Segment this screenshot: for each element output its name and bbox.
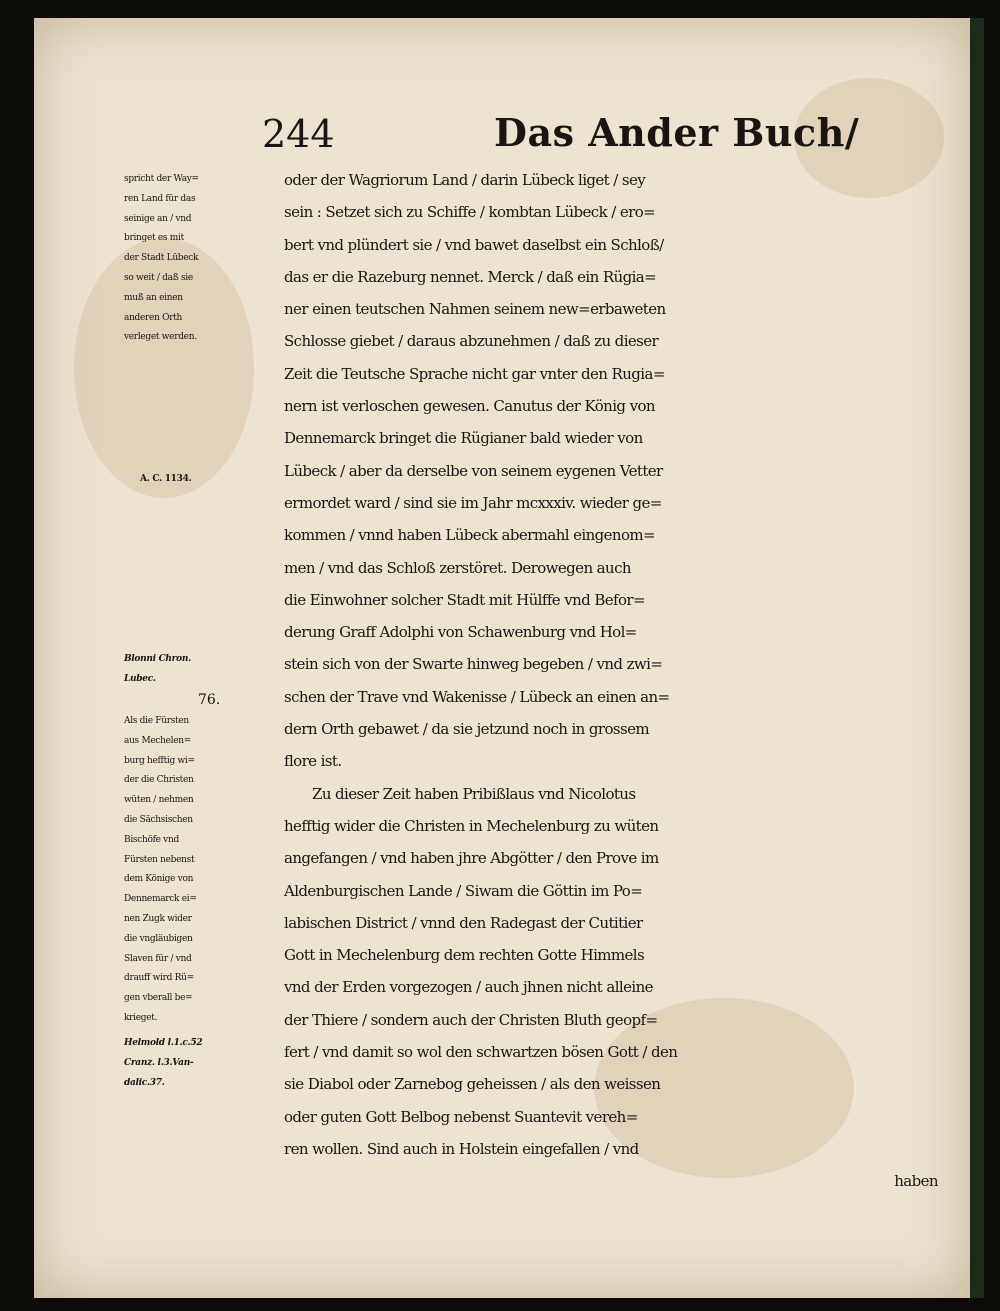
margin-note-line: Bischöfe vnd bbox=[124, 834, 179, 845]
text-line: dern Orth gebawet / da sie jetzund noch in grossem bbox=[284, 720, 650, 739]
text-line: Zu dieser Zeit haben Pribißlaus vnd Nicolotus bbox=[312, 784, 636, 803]
running-head: Das Ander Buch/ bbox=[494, 110, 860, 155]
margin-note-line: die Sächsischen bbox=[124, 814, 193, 825]
margin-citation-page bbox=[124, 690, 284, 710]
text-line: der Thiere / sondern auch der Christen Bluth geopf= bbox=[284, 1010, 658, 1029]
text-line: das er die Razeburg nennet. Merck / daß ein Rügia= bbox=[284, 267, 657, 286]
citation-line: Cranz. l.3.Van- bbox=[124, 1057, 194, 1068]
margin-note-line: gen vberall be= bbox=[124, 993, 193, 1004]
text-line: bert vnd plündert sie / vnd bawet daselbst ein Schloß/ bbox=[284, 235, 664, 254]
text-line: Lübeck / aber da derselbe von seinem eygenen Vetter bbox=[284, 461, 663, 480]
margin-note-line: Dennemarck ei= bbox=[124, 894, 197, 905]
citation-line: Helmold l.1.c.52 bbox=[124, 1038, 203, 1048]
margin-anno-year bbox=[140, 470, 300, 490]
text-line: Zeit die Teutsche Sprache nicht gar vnter den Rugia= bbox=[284, 364, 665, 383]
text-line: flore ist. bbox=[284, 752, 342, 771]
page-number: 244 bbox=[262, 112, 335, 156]
text-line: sie Diabol oder Zarnebog geheissen / als den weissen bbox=[284, 1075, 661, 1094]
margin-citation-2 bbox=[124, 1034, 284, 1093]
text-line: angefangen / vnd haben jhre Abgötter / den Prove im bbox=[284, 849, 659, 868]
text-line: stein sich von der Swarte hinweg begeben / vnd zwi= bbox=[284, 655, 663, 674]
margin-note-line: muß an einen bbox=[124, 292, 183, 303]
text-line: schen der Trave vnd Wakenisse / Lübeck an einen an= bbox=[284, 687, 670, 706]
citation-line: Blonni Chron. bbox=[124, 654, 191, 664]
margin-note-line: seinige an / vnd bbox=[124, 213, 192, 224]
margin-note-line: verleget werden. bbox=[124, 332, 197, 343]
margin-note-line: Slaven für / vnd bbox=[124, 953, 192, 964]
text-line: hefftig wider die Christen in Mechelenburg zu wüten bbox=[284, 816, 659, 835]
text-line: fert / vnd damit so wol den schwartzen bösen Gott / den bbox=[284, 1043, 678, 1062]
text-line: derung Graff Adolphi von Schawenburg vnd Hol= bbox=[284, 623, 637, 642]
text-line: ner einen teutschen Nahmen seinem new=erbaweten bbox=[284, 300, 666, 319]
book-cover-edge bbox=[970, 18, 984, 1298]
margin-note-line: dem Könige von bbox=[124, 874, 194, 885]
book-page bbox=[34, 18, 970, 1298]
margin-note-line: bringet es mit bbox=[124, 233, 184, 244]
margin-note-line: der die Christen bbox=[124, 775, 194, 786]
text-line: labischen District / vnnd den Radegast der Cutitier bbox=[284, 913, 643, 932]
text-line: vnd der Erden vorgezogen / auch jhnen nicht alleine bbox=[284, 978, 653, 997]
margin-note-line: burg hefftig wi= bbox=[124, 755, 195, 766]
margin-note-1 bbox=[124, 170, 284, 348]
text-line: oder guten Gott Belbog nebenst Suantevit vereh= bbox=[284, 1107, 638, 1126]
margin-note-line: Fürsten nebenst bbox=[124, 854, 195, 865]
text-line: die Einwohner solcher Stadt mit Hülffe vnd Befor= bbox=[284, 590, 645, 609]
text-line: ermordet ward / sind sie im Jahr mcxxxiv. wieder ge= bbox=[284, 493, 662, 512]
margin-note-line: nen Zugk wider bbox=[124, 913, 192, 924]
margin-note-line: aus Mechelen= bbox=[124, 735, 191, 746]
citation-line: dalic.37. bbox=[124, 1077, 165, 1088]
margin-note-2 bbox=[124, 712, 284, 1029]
text-line: men / vnd das Schloß zerstöret. Derowegen auch bbox=[284, 558, 631, 577]
main-text-block bbox=[284, 164, 944, 1198]
citation-page-number: 76. bbox=[198, 692, 221, 708]
text-line: nern ist verloschen gewesen. Canutus der König von bbox=[284, 397, 655, 416]
margin-note-line: die vngläubigen bbox=[124, 933, 193, 944]
margin-note-line: ren Land für das bbox=[124, 193, 196, 204]
anno-text: A. C. 1134. bbox=[140, 474, 192, 484]
text-line: kommen / vnnd haben Lübeck abermahl eingenom= bbox=[284, 526, 656, 545]
text-line: Dennemarck bringet die Rügianer bald wieder von bbox=[284, 429, 643, 448]
text-line: Gott in Mechelenburg dem rechten Gotte Himmels bbox=[284, 946, 645, 965]
margin-note-line: anderen Orth bbox=[124, 312, 183, 323]
text-line: Aldenburgischen Lande / Siwam die Göttin im Po= bbox=[284, 881, 643, 900]
citation-line: Lubec. bbox=[124, 673, 156, 684]
text-line: ren wollen. Sind auch in Holstein eingefallen / vnd bbox=[284, 1139, 639, 1158]
margin-note-line: Als die Fürsten bbox=[124, 716, 189, 726]
text-line: Schlosse giebet / daraus abzunehmen / daß zu dieser bbox=[284, 332, 659, 351]
margin-citation-1 bbox=[124, 650, 284, 690]
margin-note-line: spricht der Way= bbox=[124, 174, 199, 184]
margin-note-line: krieget. bbox=[124, 1012, 158, 1023]
margin-note-line: wüten / nehmen bbox=[124, 795, 194, 806]
text-line: oder der Wagriorum Land / darin Lübeck liget / sey bbox=[284, 171, 646, 189]
text-line: sein : Setzet sich zu Schiffe / kombtan Lübeck / ero= bbox=[284, 203, 656, 222]
margin-note-line: so weit / daß sie bbox=[124, 272, 193, 283]
margin-note-line: drauff wird Rü= bbox=[124, 973, 194, 984]
margin-note-line: der Stadt Lübeck bbox=[124, 253, 199, 264]
catchword: haben bbox=[894, 1172, 938, 1191]
